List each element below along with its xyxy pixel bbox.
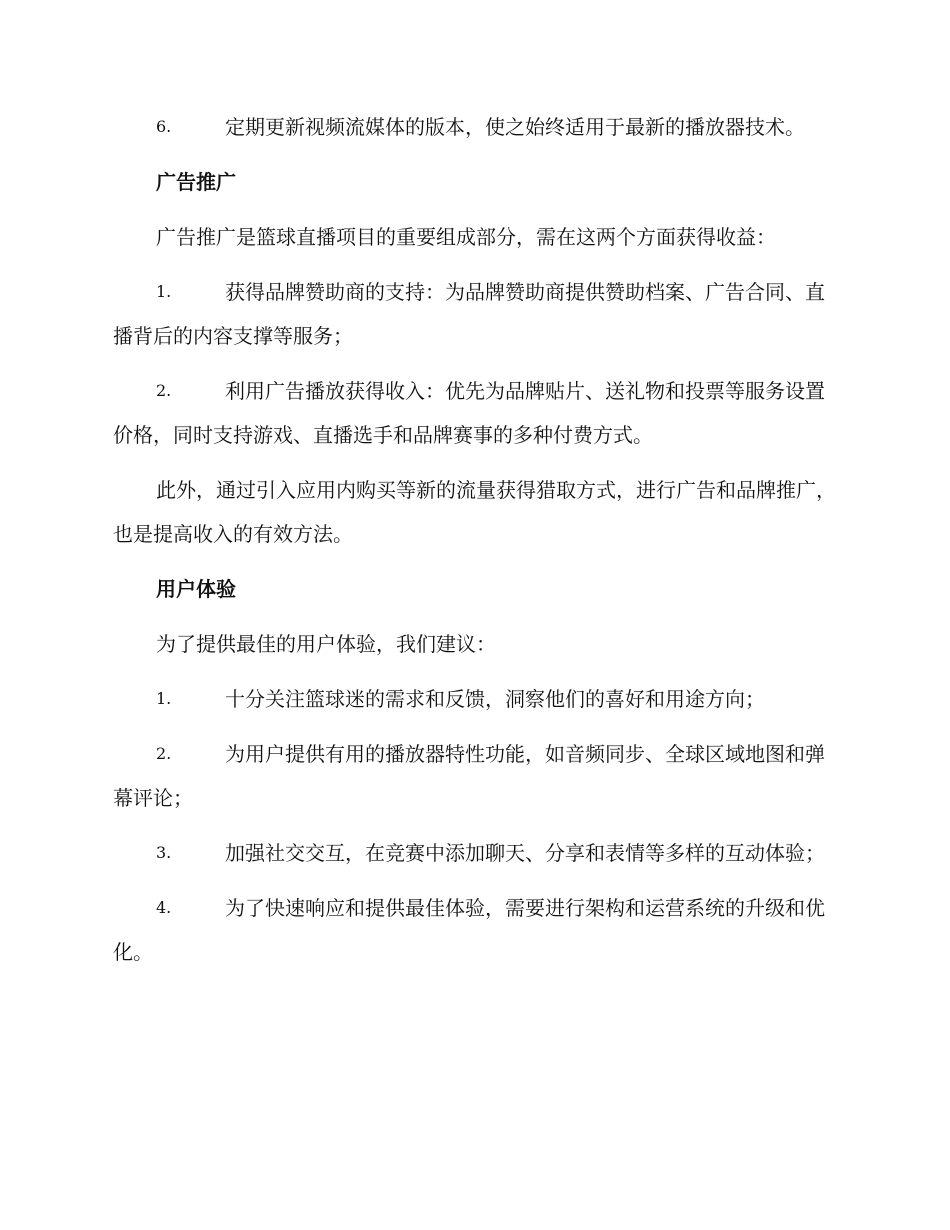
list-number: 4. [156,898,172,917]
list-item [113,105,838,149]
section-heading-ux: 用户体验 [156,577,236,601]
list-number: 2. [156,381,172,400]
list-number: 1. [156,282,172,301]
list-number: 2. [156,744,172,763]
paragraph-ads-intro: 广告推广是篮球直播项目的重要组成部分，需在这两个方面获得收益： [156,225,776,249]
list-text: 加强社交交互，在竞赛中添加聊天、分享和表情等多样的互动体验； [225,841,825,865]
list-item [113,677,838,721]
paragraph-ux-intro: 为了提供最佳的用户体验，我们建议： [156,632,496,656]
list-text: 利用广告播放获得收入：优先为品牌贴片、送礼物和投票等服务设置价格，同时支持游戏、直播选手和品牌赛事的多种付费方式。 [113,379,825,447]
list-item [113,270,838,358]
list-text: 定期更新视频流媒体的版本，使之始终适用于最新的播放器技术。 [225,115,805,139]
list-text: 获得品牌赞助商的支持：为品牌赞助商提供赞助档案、广告合同、直播背后的内容支撑等服务； [113,280,825,348]
list-number: 1. [156,689,172,708]
list-item [113,886,838,974]
list-item [113,369,838,457]
list-text: 为用户提供有用的播放器特性功能，如音频同步、全球区域地图和弹幕评论； [113,742,825,810]
list-text: 为了快速响应和提供最佳体验，需要进行架构和运营系统的升级和优化。 [113,896,825,964]
list-item [113,732,838,820]
paragraph-ads-closing: 此外，通过引入应用内购买等新的流量获得猎取方式，进行广告和品牌推广，也是提高收入的有效方法。 [113,478,836,546]
list-number: 3. [156,843,172,862]
section-heading-ads: 广告推广 [156,170,236,194]
list-number: 6. [156,117,172,136]
list-text: 十分关注篮球迷的需求和反馈，洞察他们的喜好和用途方向； [225,687,765,711]
list-item [113,831,838,875]
